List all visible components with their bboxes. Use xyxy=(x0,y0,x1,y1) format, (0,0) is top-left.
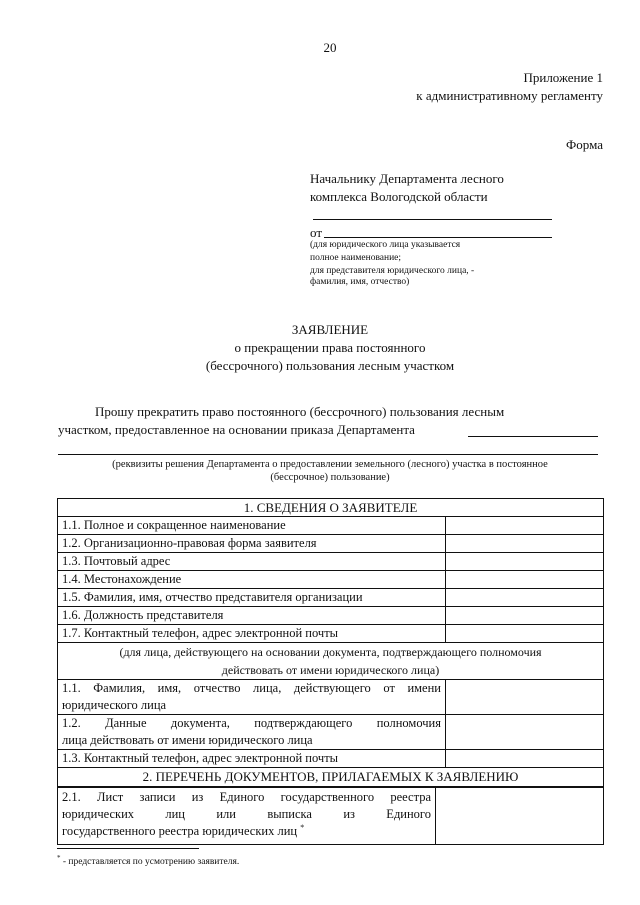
row-label-1-7: 1.7. Контактный телефон, адрес электронной почты xyxy=(58,625,446,643)
table-row xyxy=(58,680,604,715)
section-header-row xyxy=(58,768,604,788)
value-cell-1-4[interactable] xyxy=(446,571,604,589)
doc-row-2-1-line-3-text: государственного реестра юридических лиц xyxy=(62,824,298,838)
footnote-separator xyxy=(57,848,199,849)
document-subtitle-2: (бессрочного) пользования лесным участком xyxy=(205,358,455,373)
addressee-line-1: Начальнику Департамента лесного xyxy=(310,171,504,186)
rep-value-cell-1-3[interactable] xyxy=(446,750,604,768)
documents-table xyxy=(57,786,604,845)
representative-note xyxy=(58,643,604,680)
form-label: Форма xyxy=(566,137,603,152)
addressee-line-2: комплекса Вологодской области xyxy=(310,189,488,204)
requisites-hint-2: (бессрочное) пользование) xyxy=(270,472,390,483)
table-row xyxy=(58,535,604,553)
row-label-1-1: 1.1. Полное и сокращенное наименование xyxy=(58,517,446,535)
row-label-1-3: 1.3. Почтовый адрес xyxy=(58,553,446,571)
addressee-hint-1: (для юридического лица указывается xyxy=(310,240,461,250)
appendix-line-2: к административному регламенту xyxy=(416,88,603,103)
from-label: от xyxy=(310,225,323,240)
footnote xyxy=(57,853,240,868)
value-cell-1-3[interactable] xyxy=(446,553,604,571)
section-1-title: 1. СВЕДЕНИЯ О ЗАЯВИТЕЛЕ xyxy=(58,499,604,517)
footnote-mark: * xyxy=(300,822,305,832)
doc-row-2-1-line-2: юридических лиц или выписка из Единого xyxy=(62,807,431,821)
page-number: 20 xyxy=(323,40,337,55)
from-blank-line xyxy=(324,237,552,238)
row-label-1-4: 1.4. Местонахождение xyxy=(58,571,446,589)
addressee-hint-4: фамилия, имя, отчество) xyxy=(310,277,410,287)
doc-row-2-1-line-1: 2.1. Лист записи из Единого государственного реестра xyxy=(62,790,431,804)
footnote-marker: * xyxy=(57,853,61,862)
addressee-hint-2: полное наименование; xyxy=(310,253,402,263)
doc-row-label-2-1 xyxy=(58,787,436,845)
note-row xyxy=(58,643,604,680)
request-line-1: Прошу прекратить право постоянного (бессрочного) пользования лесным xyxy=(95,404,505,419)
row-label-1-6: 1.6. Должность представителя xyxy=(58,607,446,625)
value-cell-1-1[interactable] xyxy=(446,517,604,535)
row-label-1-5: 1.5. Фамилия, имя, отчество представителя организации xyxy=(58,589,446,607)
table-row xyxy=(58,625,604,643)
table-row xyxy=(58,589,604,607)
table-row xyxy=(58,715,604,750)
table-row xyxy=(58,750,604,768)
value-cell-1-2[interactable] xyxy=(446,535,604,553)
rep-row-1-1-line-2: юридического лица xyxy=(62,698,167,712)
document-subtitle-1: о прекращении права постоянного xyxy=(234,340,426,355)
appendix-line-1: Приложение 1 xyxy=(523,70,603,85)
row-label-1-2: 1.2. Организационно-правовая форма заявителя xyxy=(58,535,446,553)
rep-row-1-2-line-2: лица действовать от имени юридического лица xyxy=(62,733,313,747)
table-row xyxy=(58,607,604,625)
doc-row-2-1-line-3 xyxy=(62,823,431,840)
applicant-table xyxy=(57,498,604,788)
order-blank-line xyxy=(468,436,598,437)
representative-note-line-1: (для лица, действующего на основании документа, подтверждающего полномочия xyxy=(119,645,542,659)
rep-row-1-1-line-1: 1.1. Фамилия, имя, отчество лица, действующего от имени xyxy=(62,681,441,695)
representative-note-line-2: действовать от имени юридического лица) xyxy=(221,663,440,677)
footnote-text: - представляется по усмотрению заявителя. xyxy=(60,857,240,867)
rep-value-cell-1-2[interactable] xyxy=(446,715,604,750)
requisites-blank-line xyxy=(58,454,598,455)
requisites-hint-1: (реквизиты решения Департамента о предоставлении земельного (лесного) участка в постоянное xyxy=(112,459,548,470)
rep-row-1-2-line-1: 1.2. Данные документа, подтверждающего полномочия xyxy=(62,716,441,730)
table-row xyxy=(58,571,604,589)
table-row xyxy=(58,787,604,845)
table-row xyxy=(58,517,604,535)
value-cell-1-7[interactable] xyxy=(446,625,604,643)
rep-value-cell-1-1[interactable] xyxy=(446,680,604,715)
section-2-title: 2. ПЕРЕЧЕНЬ ДОКУМЕНТОВ, ПРИЛАГАЕМЫХ К ЗАЯВЛЕНИЮ xyxy=(58,768,604,788)
section-header-row xyxy=(58,499,604,517)
rep-row-label-1-3: 1.3. Контактный телефон, адрес электронной почты xyxy=(58,750,446,768)
addressee-blank-line xyxy=(313,219,552,220)
request-line-2: участком, предоставленное на основании приказа Департамента xyxy=(58,422,415,437)
value-cell-1-6[interactable] xyxy=(446,607,604,625)
addressee-hint-3: для представителя юридического лица, - xyxy=(310,266,475,276)
rep-row-label-1-1 xyxy=(58,680,446,715)
rep-row-label-1-2 xyxy=(58,715,446,750)
document-title: ЗАЯВЛЕНИЕ xyxy=(291,322,369,337)
value-cell-1-5[interactable] xyxy=(446,589,604,607)
table-row xyxy=(58,553,604,571)
doc-value-cell-2-1[interactable] xyxy=(436,787,604,845)
